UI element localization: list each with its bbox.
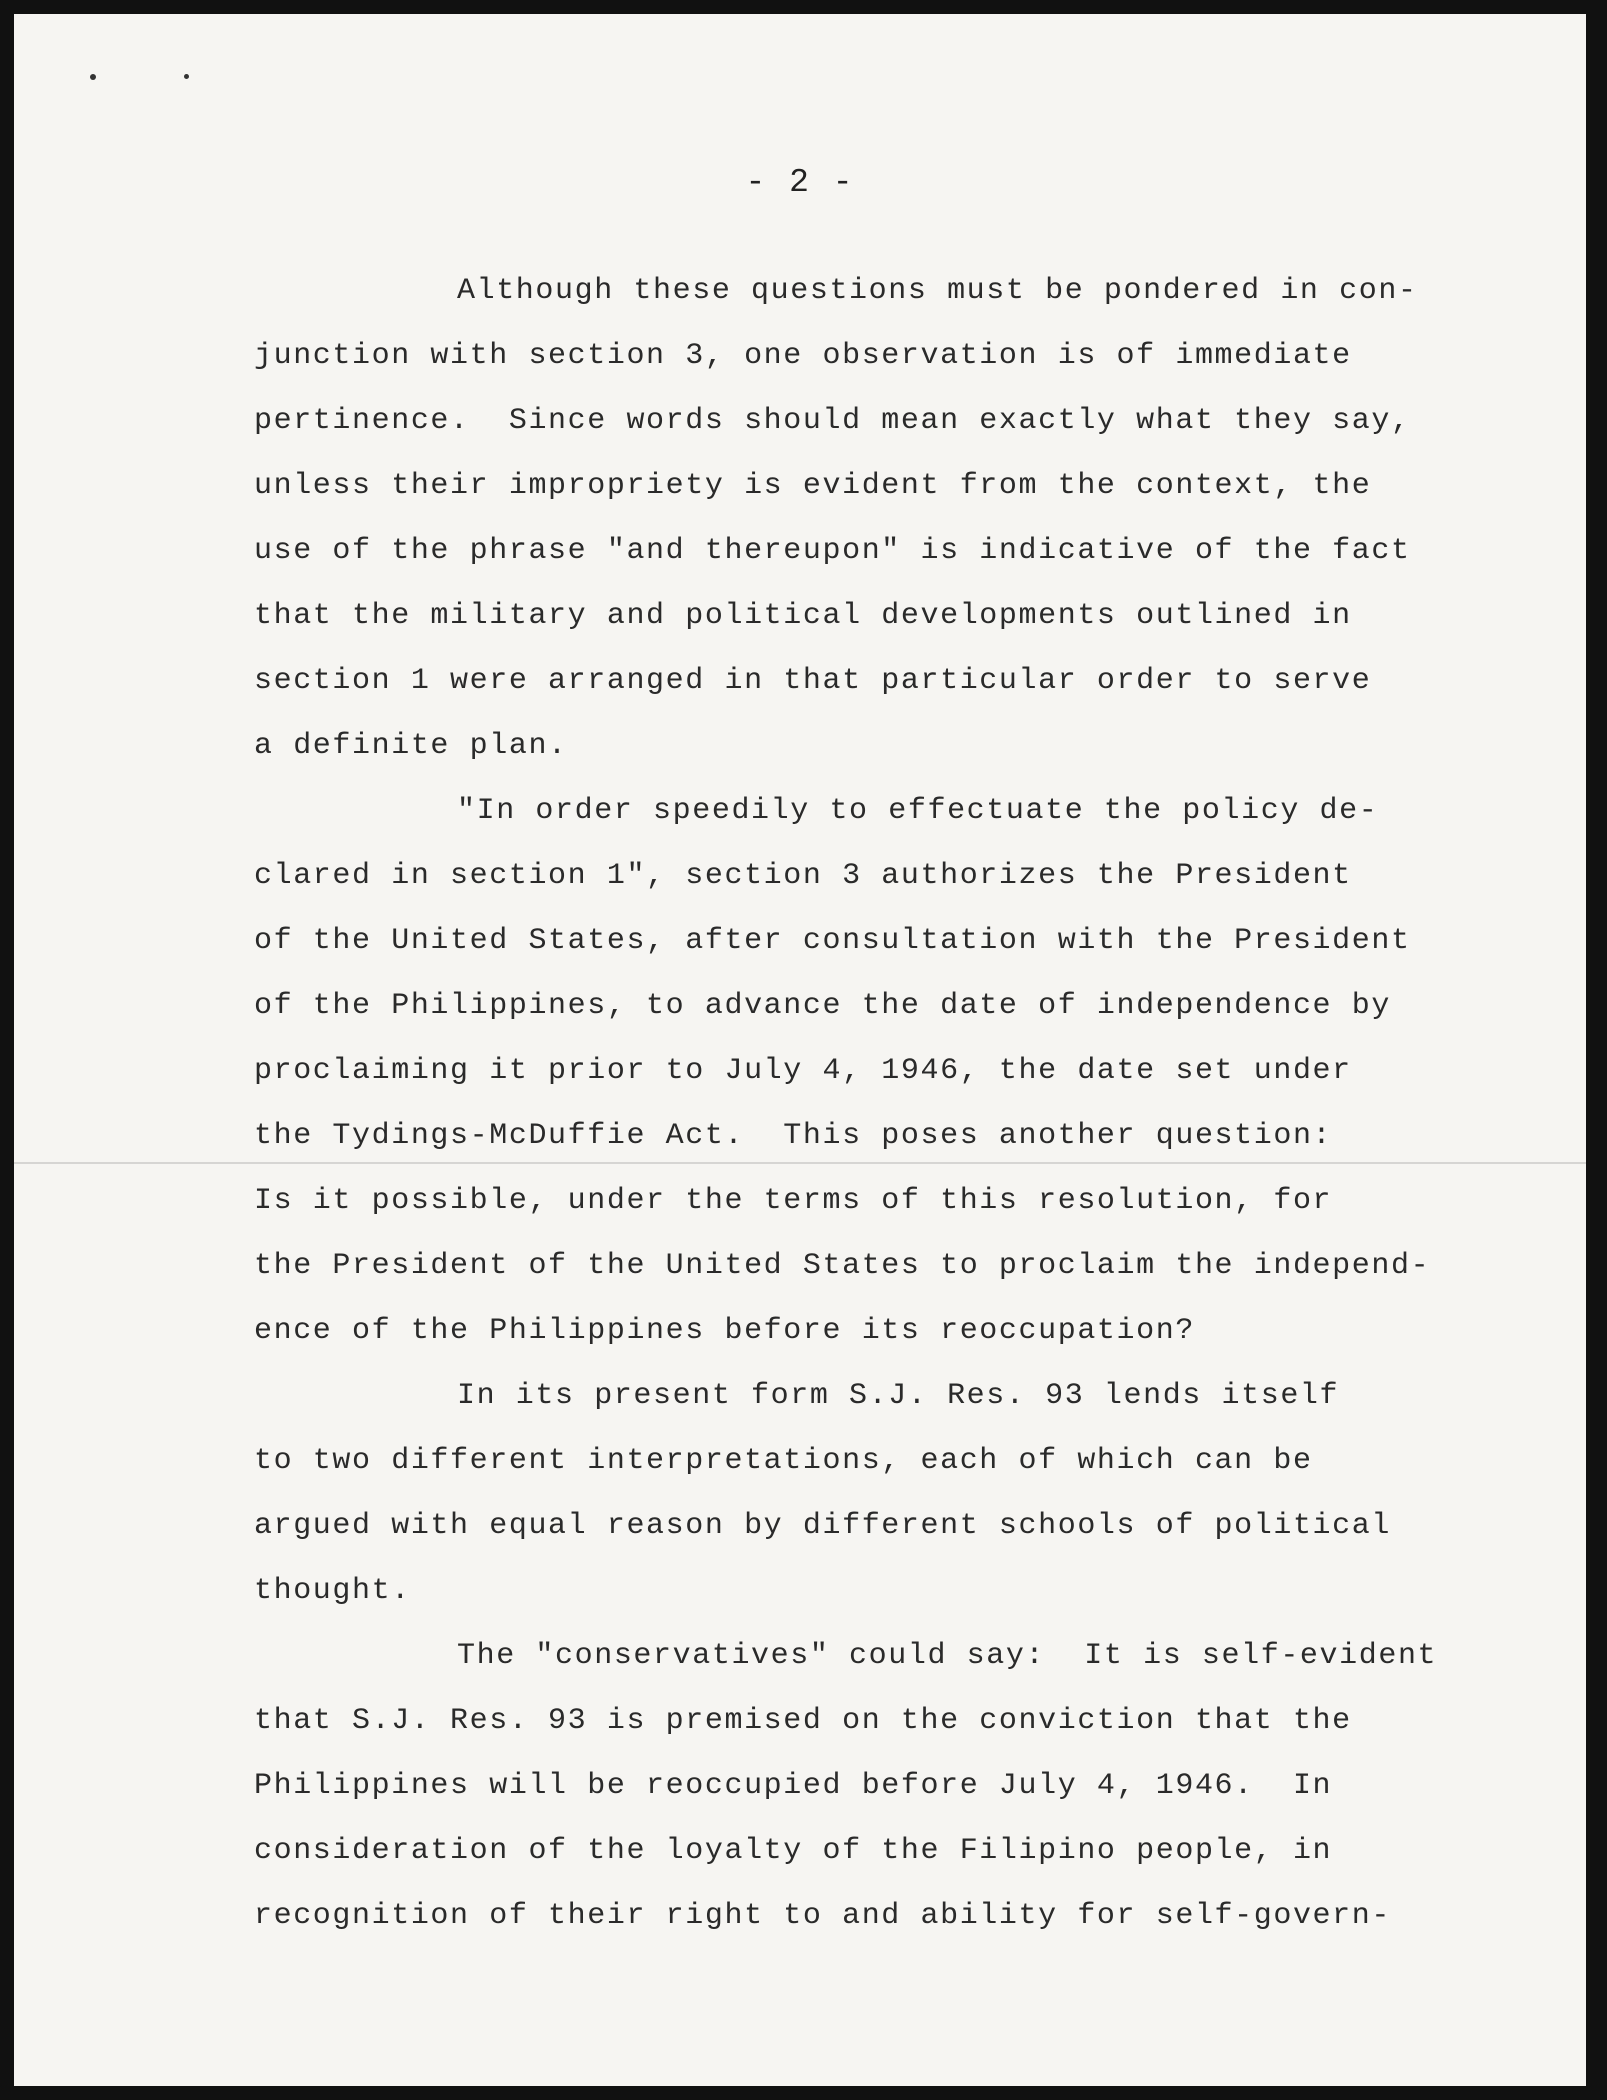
text-line: of the Philippines, to advance the date of independence by: [254, 989, 1391, 1023]
text-line: of the United States, after consultation with the President: [254, 924, 1411, 958]
edge-speck: [90, 74, 96, 80]
text-line: argued with equal reason by different schools of political: [254, 1509, 1391, 1543]
text-line: recognition of their right to and ability for self-govern-: [254, 1899, 1391, 1933]
text-line: the Tydings-McDuffie Act. This poses another question:: [254, 1119, 1333, 1153]
text-line: consideration of the loyalty of the Filipino people, in: [254, 1834, 1333, 1868]
text-line: ence of the Philippines before its reoccupation?: [254, 1314, 1195, 1348]
text-line: The "conservatives" could say: It is self-evident: [457, 1639, 1438, 1673]
text-line: Although these questions must be pondered in con-: [457, 274, 1418, 308]
text-line: clared in section 1", section 3 authorizes the President: [254, 859, 1352, 893]
text-line: a definite plan.: [254, 729, 568, 763]
text-line: Is it possible, under the terms of this resolution, for: [254, 1184, 1333, 1218]
page-number: - 2 -: [745, 164, 855, 201]
body-text: [254, 259, 1464, 1949]
text-line: pertinence. Since words should mean exactly what they say,: [254, 404, 1411, 438]
text-line: thought.: [254, 1574, 411, 1608]
text-line: proclaiming it prior to July 4, 1946, the date set under: [254, 1054, 1352, 1088]
text-line: "In order speedily to effectuate the policy de-: [457, 794, 1379, 828]
document-page: [14, 14, 1586, 2086]
text-line: that the military and political developments outlined in: [254, 599, 1352, 633]
edge-speck: [184, 74, 189, 79]
text-line: In its present form S.J. Res. 93 lends itself: [457, 1379, 1340, 1413]
text-line: junction with section 3, one observation is of immediate: [254, 339, 1352, 373]
text-line: use of the phrase "and thereupon" is indicative of the fact: [254, 534, 1411, 568]
text-line: to two different interpretations, each of which can be: [254, 1444, 1313, 1478]
text-line: the President of the United States to proclaim the independ-: [254, 1249, 1431, 1283]
text-line: unless their impropriety is evident from the context, the: [254, 469, 1372, 503]
text-line: Philippines will be reoccupied before July 4, 1946. In: [254, 1769, 1333, 1803]
text-line: section 1 were arranged in that particular order to serve: [254, 664, 1372, 698]
text-line: that S.J. Res. 93 is premised on the conviction that the: [254, 1704, 1352, 1738]
